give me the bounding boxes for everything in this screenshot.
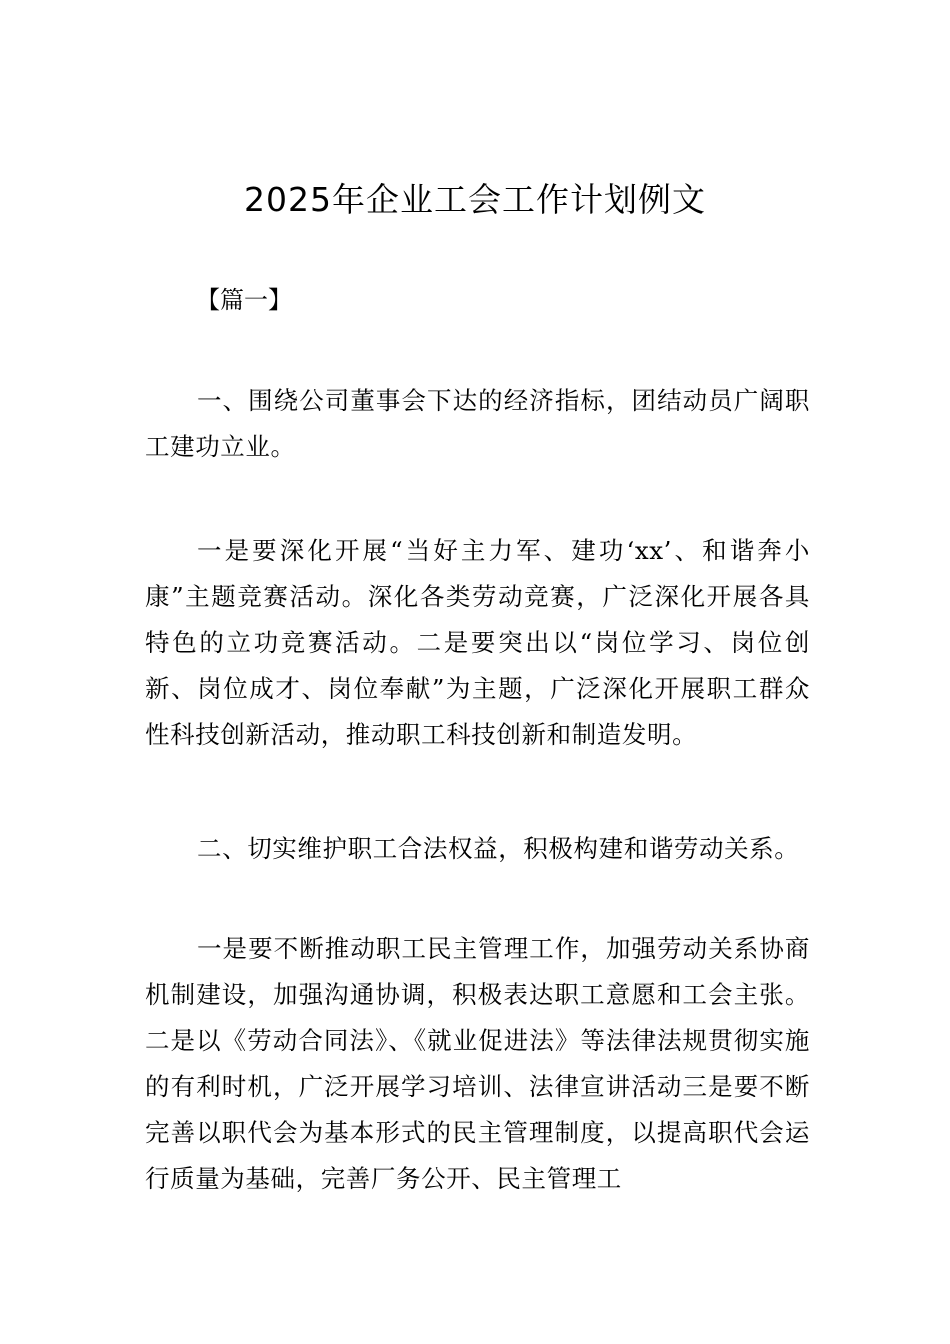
paragraph-3: 二、切实维护职工合法权益，积极构建和谐劳动关系。 (197, 834, 800, 863)
paragraph-4: 一是要不断推动职工民主管理工作，加强劳动关系协商机制建设，加强沟通协调，积极表达职工意愿和工会主张。二是以《劳动合同法》、《就业促进法》等法律法规贯彻实施的有利时机，广泛开展学习培训、法律宣讲活动三是要不断完善以职代会为基本形式的民主管理制度，以提高职代会运行质量为基础，完善厂务公开、民主管理工 (145, 934, 810, 1193)
paragraph-1: 一、围绕公司董事会下达的经济指标，团结动员广阔职工建功立业。 (145, 386, 810, 461)
section-label: 【篇一】 (196, 286, 292, 314)
document-title: 2025年企业工会工作计划例文 (244, 180, 706, 219)
paragraph-2: 一是要深化开展“当好主力军、建功‘xx’、和谐奔小康”主题竞赛活动。深化各类劳动竞赛，广泛深化开展各具特色的立功竞赛活动。二是要突出以“岗位学习、岗位创新、岗位成才、岗位奉献”为主题，广泛深化开展职工群众性科技创新活动，推动职工科技创新和制造发明。 (145, 536, 810, 749)
